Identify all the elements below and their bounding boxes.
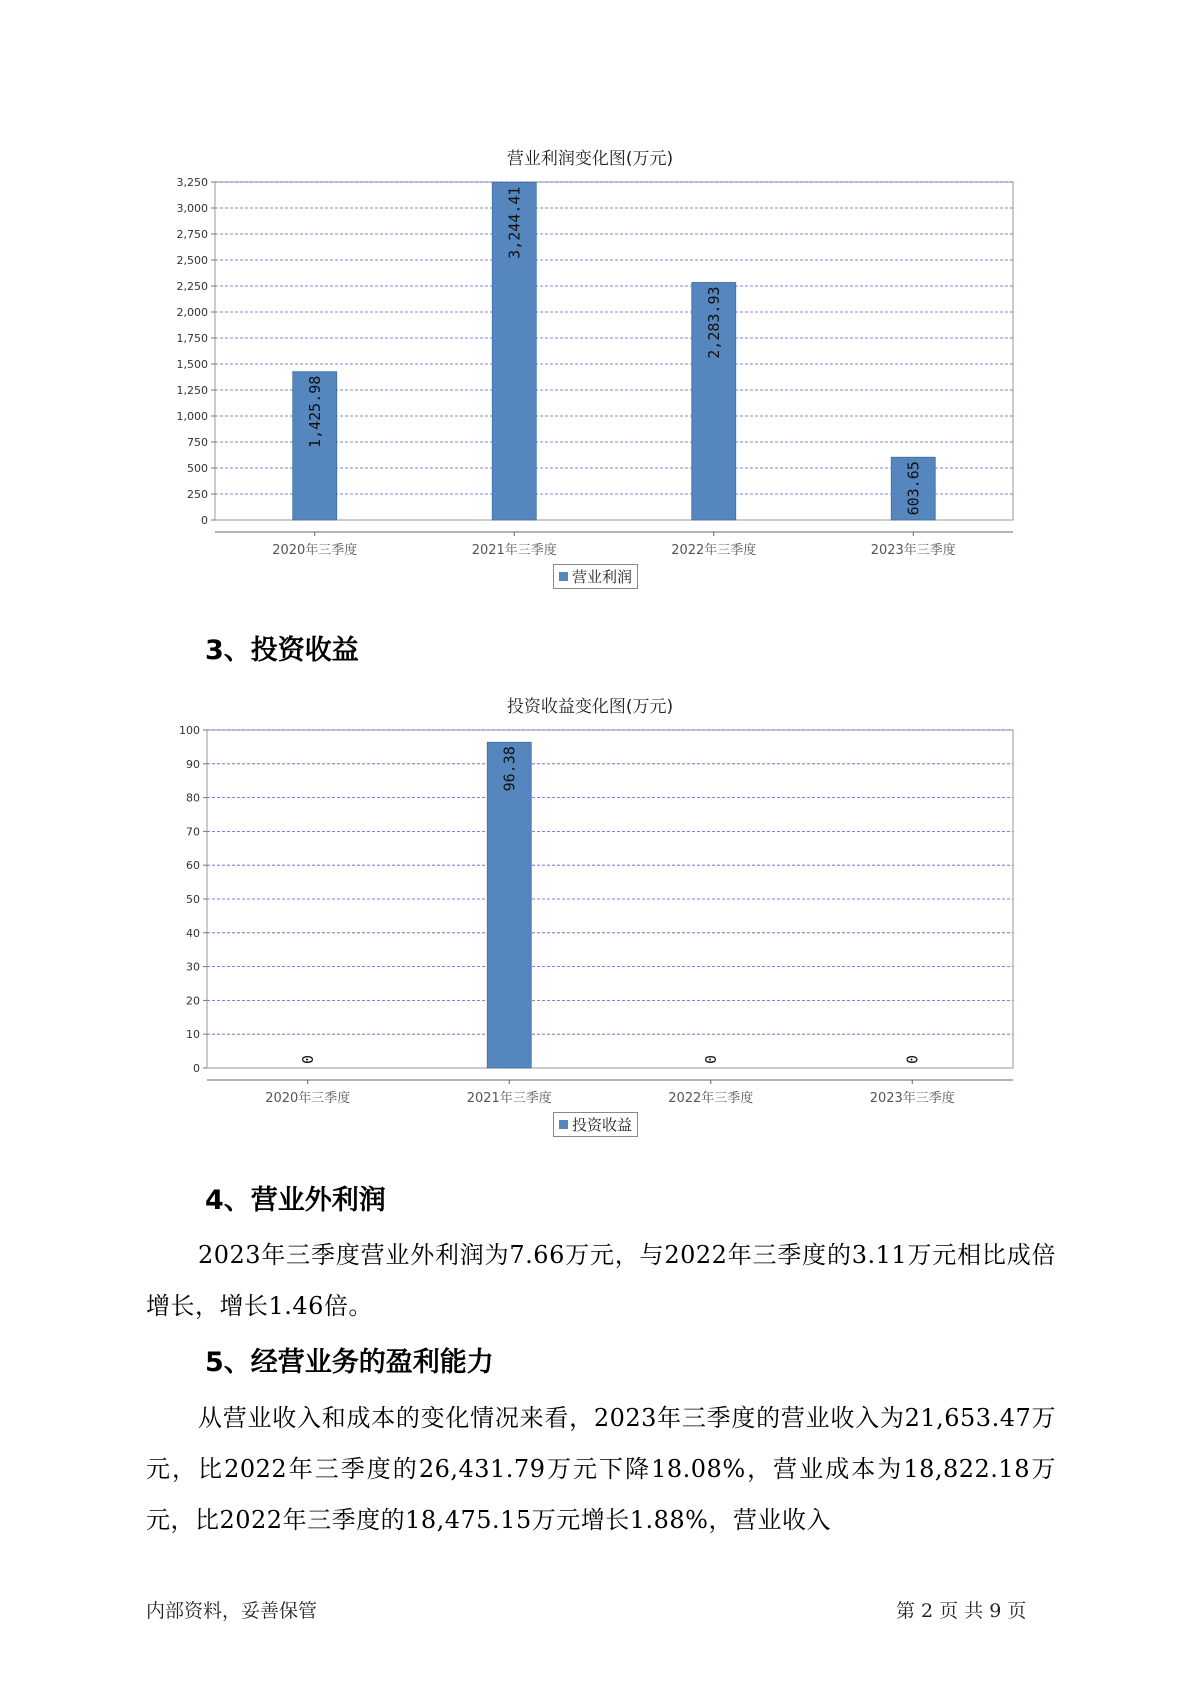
y-tick-label: 3,250 (176, 176, 208, 189)
y-tick-label: 40 (186, 926, 200, 940)
x-tick-label: 2023年三季度 (870, 543, 956, 558)
y-tick-label: 80 (186, 791, 200, 805)
data-label: 1,425.98 (305, 375, 324, 448)
footer-left: 内部资料，妥善保管 (146, 1600, 318, 1622)
y-tick-label: 0 (193, 1062, 200, 1075)
y-tick-label: 1,250 (176, 384, 208, 397)
section-4-paragraph: 2023年三季度营业外利润为7.66万元，与2022年三季度的3.11万元相比成倍增长，增长1.46倍。 (146, 1241, 1056, 1320)
data-label: 3,244.41 (505, 186, 524, 259)
y-tick-label: 2,000 (176, 306, 208, 319)
y-tick-label: 20 (186, 994, 200, 1008)
legend-swatch-icon (559, 1120, 568, 1129)
x-tick-label: 2021年三季度 (471, 543, 557, 558)
y-tick-label: 250 (187, 488, 208, 501)
x-tick-label: 2023年三季度 (869, 1091, 955, 1106)
y-tick-label: 750 (187, 436, 208, 449)
legend-label: 营业利润 (572, 568, 633, 586)
data-label: 0 (298, 1054, 317, 1064)
y-tick-label: 50 (186, 893, 200, 906)
chart-plot (140, 170, 1040, 580)
investment-income-chart (140, 688, 1040, 1138)
y-tick-label: 1,500 (176, 358, 208, 371)
x-tick-label: 2022年三季度 (671, 543, 757, 558)
data-label: 0 (903, 1054, 922, 1064)
y-tick-label: 100 (179, 724, 200, 737)
section-4-heading: 4、营业外利润 (205, 1185, 386, 1216)
y-tick-label: 10 (186, 1028, 200, 1042)
y-tick-label: 70 (186, 825, 200, 839)
data-label: 603.65 (904, 461, 923, 516)
chart-title: 投资收益变化图(万元) (506, 697, 674, 717)
y-tick-label: 30 (186, 960, 200, 974)
x-tick-label: 2020年三季度 (272, 543, 358, 558)
data-label: 96.38 (500, 746, 519, 792)
y-tick-label: 60 (186, 859, 200, 873)
y-tick-label: 1,000 (176, 410, 208, 423)
section-5-heading: 5、经营业务的盈利能力 (205, 1347, 494, 1378)
y-tick-label: 2,750 (176, 228, 208, 241)
y-tick-label: 500 (187, 462, 208, 475)
legend-swatch-icon (559, 572, 568, 581)
chart-plot (140, 718, 1040, 1128)
y-tick-label: 2,250 (176, 280, 208, 293)
footer-right: 第 2 页 共 9 页 (896, 1600, 1027, 1622)
x-tick-label: 2020年三季度 (265, 1091, 351, 1106)
legend-label: 投资收益 (572, 1116, 633, 1134)
y-tick-label: 2,500 (176, 254, 208, 267)
y-tick-label: 90 (186, 757, 200, 771)
y-tick-label: 1,750 (176, 332, 208, 345)
section-3-heading: 3、投资收益 (205, 635, 359, 666)
chart-title: 营业利润变化图(万元) (506, 149, 674, 169)
chart-legend (553, 564, 638, 589)
y-tick-label: 0 (201, 514, 208, 527)
x-tick-label: 2021年三季度 (466, 1091, 552, 1106)
section-5-paragraph: 从营业收入和成本的变化情况来看，2023年三季度的营业收入为21,653.47万元，比2022年三季度的26,431.79万元下降18.08%，营业成本为18,822.18万元，比2022年三季度的18,475.15万元增长1.88%，营业收入 (146, 1404, 1056, 1534)
y-tick-label: 3,000 (176, 202, 208, 215)
x-tick-label: 2022年三季度 (668, 1091, 754, 1106)
data-label: 0 (701, 1054, 720, 1064)
chart-legend (553, 1112, 638, 1137)
operating-profit-chart (140, 140, 1040, 590)
data-label: 2,283.93 (704, 286, 723, 359)
